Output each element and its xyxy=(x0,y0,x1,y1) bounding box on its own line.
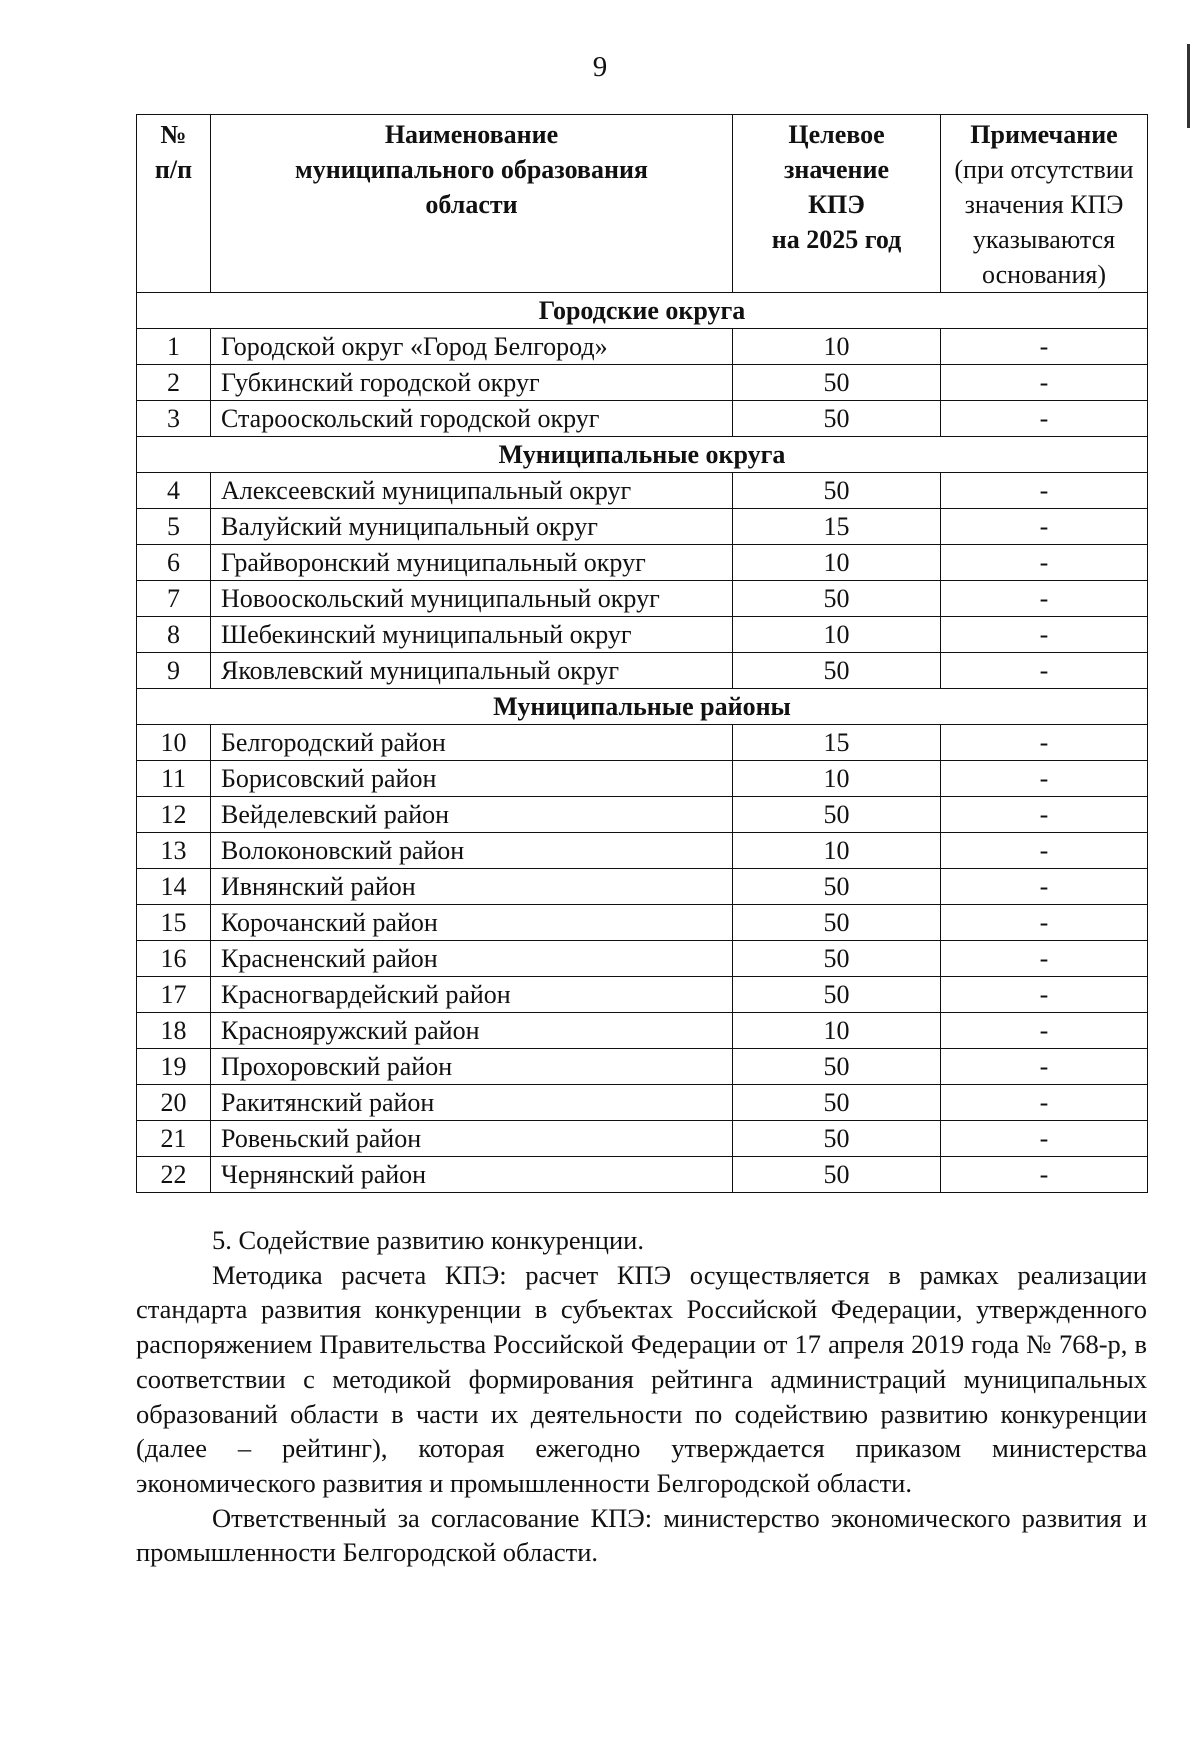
kpe-target-value: 50 xyxy=(733,401,941,437)
kpe-target-value: 50 xyxy=(733,473,941,509)
kpe-table xyxy=(136,114,1148,1193)
note-value: - xyxy=(941,905,1148,941)
kpe-target-value: 10 xyxy=(733,833,941,869)
row-number: 5 xyxy=(137,509,211,545)
note-value: - xyxy=(941,1121,1148,1157)
row-number: 21 xyxy=(137,1121,211,1157)
header-name xyxy=(211,115,733,293)
municipality-name: Красногвардейский район xyxy=(211,977,733,1013)
header-note xyxy=(941,115,1148,293)
note-value: - xyxy=(941,581,1148,617)
group-title: Городские округа xyxy=(137,293,1148,329)
note-value: - xyxy=(941,617,1148,653)
table-row xyxy=(137,509,1148,545)
note-value: - xyxy=(941,833,1148,869)
header-number xyxy=(137,115,211,293)
group-title: Муниципальные районы xyxy=(137,689,1148,725)
note-value: - xyxy=(941,329,1148,365)
kpe-target-value: 50 xyxy=(733,1157,941,1193)
kpe-target-value: 50 xyxy=(733,581,941,617)
page-number: 9 xyxy=(592,51,608,83)
table-row xyxy=(137,797,1148,833)
row-number: 11 xyxy=(137,761,211,797)
methodology-paragraph: Методика расчета КПЭ: расчет КПЭ осуществляется в рамках реализации стандарта развития конкуренции в субъектах Российской Федерации, утвержденного распоряжением Правительства Российской Федерации от 17 апреля 2019 года № 768-р, в соответствии с методикой формирования рейтинга администраций муниципальных образований области в части их деятельности по содействию развитию конкуренции (далее – рейтинг), которая ежегодно утверждается приказом министерства экономического развития и промышленности Белгородской области. xyxy=(136,1259,1147,1498)
note-value: - xyxy=(941,797,1148,833)
table-row xyxy=(137,1157,1148,1193)
kpe-target-value: 50 xyxy=(733,365,941,401)
note-value: - xyxy=(941,941,1148,977)
header-note-title: Примечание xyxy=(970,120,1118,149)
row-number: 3 xyxy=(137,401,211,437)
kpe-target-value: 50 xyxy=(733,1085,941,1121)
municipality-name: Ровеньский район xyxy=(211,1121,733,1157)
note-value: - xyxy=(941,761,1148,797)
row-number: 19 xyxy=(137,1049,211,1085)
table-row xyxy=(137,833,1148,869)
table-row xyxy=(137,473,1148,509)
row-number: 18 xyxy=(137,1013,211,1049)
table-row xyxy=(137,653,1148,689)
kpe-target-value: 50 xyxy=(733,797,941,833)
note-value: - xyxy=(941,1013,1148,1049)
municipality-name: Краснояружский район xyxy=(211,1013,733,1049)
municipality-name: Чернянский район xyxy=(211,1157,733,1193)
kpe-target-value: 15 xyxy=(733,725,941,761)
municipality-name: Старооскольский городской округ xyxy=(211,401,733,437)
municipality-name: Губкинский городской округ xyxy=(211,365,733,401)
row-number: 20 xyxy=(137,1085,211,1121)
municipality-name: Волоконовский район xyxy=(211,833,733,869)
group-row xyxy=(137,437,1148,473)
note-value: - xyxy=(941,1157,1148,1193)
table-row xyxy=(137,617,1148,653)
section-heading: 5. Содействие развитию конкуренции. xyxy=(212,1225,644,1255)
table-header-row xyxy=(137,115,1148,293)
municipality-name: Красненский район xyxy=(211,941,733,977)
row-number: 2 xyxy=(137,365,211,401)
table-body xyxy=(137,293,1148,1193)
table-row xyxy=(137,869,1148,905)
kpe-target-value: 50 xyxy=(733,653,941,689)
kpe-target-value: 50 xyxy=(733,941,941,977)
table-row xyxy=(137,941,1148,977)
header-name-line: муниципального образования xyxy=(295,155,648,184)
note-value: - xyxy=(941,977,1148,1013)
header-target xyxy=(733,115,941,293)
header-target-line: КПЭ xyxy=(808,190,865,219)
kpe-target-value: 15 xyxy=(733,509,941,545)
municipality-name: Вейделевский район xyxy=(211,797,733,833)
table-row xyxy=(137,1013,1148,1049)
table-row xyxy=(137,725,1148,761)
kpe-target-value: 50 xyxy=(733,869,941,905)
kpe-target-value: 10 xyxy=(733,545,941,581)
note-value: - xyxy=(941,473,1148,509)
table-row xyxy=(137,581,1148,617)
row-number: 16 xyxy=(137,941,211,977)
note-value: - xyxy=(941,869,1148,905)
municipality-name: Валуйский муниципальный округ xyxy=(211,509,733,545)
table-row xyxy=(137,401,1148,437)
municipality-name: Грайворонский муниципальный округ xyxy=(211,545,733,581)
municipality-name: Белгородский район xyxy=(211,725,733,761)
note-value: - xyxy=(941,401,1148,437)
header-note-line: (при отсутствии xyxy=(954,155,1134,184)
table-row xyxy=(137,329,1148,365)
header-number-line: п/п xyxy=(154,155,193,184)
table-row xyxy=(137,545,1148,581)
note-value: - xyxy=(941,509,1148,545)
table-row xyxy=(137,1085,1148,1121)
header-target-line: на 2025 год xyxy=(771,225,902,254)
municipality-name: Прохоровский район xyxy=(211,1049,733,1085)
table-row xyxy=(137,1121,1148,1157)
municipality-name: Яковлевский муниципальный округ xyxy=(211,653,733,689)
group-row xyxy=(137,689,1148,725)
note-value: - xyxy=(941,725,1148,761)
row-number: 9 xyxy=(137,653,211,689)
municipality-name: Борисовский район xyxy=(211,761,733,797)
section-text xyxy=(136,1223,1147,1570)
responsible-paragraph: Ответственный за согласование КПЭ: министерство экономического развития и промышленности Белгородской области. xyxy=(136,1502,1147,1568)
kpe-target-value: 10 xyxy=(733,1013,941,1049)
row-number: 12 xyxy=(137,797,211,833)
kpe-target-value: 50 xyxy=(733,1121,941,1157)
kpe-target-value: 10 xyxy=(733,617,941,653)
scan-edge-mark xyxy=(1187,44,1190,128)
table-row xyxy=(137,761,1148,797)
row-number: 13 xyxy=(137,833,211,869)
row-number: 22 xyxy=(137,1157,211,1193)
header-name-line: Наименование xyxy=(384,120,559,149)
row-number: 7 xyxy=(137,581,211,617)
note-value: - xyxy=(941,365,1148,401)
row-number: 6 xyxy=(137,545,211,581)
note-value: - xyxy=(941,1085,1148,1121)
note-value: - xyxy=(941,545,1148,581)
municipality-name: Корочанский район xyxy=(211,905,733,941)
table-row xyxy=(137,905,1148,941)
note-value: - xyxy=(941,653,1148,689)
header-target-line: Целевое xyxy=(788,120,885,149)
municipality-name: Ивнянский район xyxy=(211,869,733,905)
row-number: 1 xyxy=(137,329,211,365)
municipality-name: Алексеевский муниципальный округ xyxy=(211,473,733,509)
header-number-line: № xyxy=(160,120,187,149)
note-value: - xyxy=(941,1049,1148,1085)
header-note-line: указываются xyxy=(972,225,1116,254)
group-row xyxy=(137,293,1148,329)
row-number: 10 xyxy=(137,725,211,761)
row-number: 17 xyxy=(137,977,211,1013)
municipality-name: Новооскольский муниципальный округ xyxy=(211,581,733,617)
table-row xyxy=(137,1049,1148,1085)
group-title: Муниципальные округа xyxy=(137,437,1148,473)
row-number: 4 xyxy=(137,473,211,509)
header-target-line: значение xyxy=(783,155,890,184)
kpe-target-value: 10 xyxy=(733,761,941,797)
kpe-target-value: 10 xyxy=(733,329,941,365)
row-number: 8 xyxy=(137,617,211,653)
kpe-target-value: 50 xyxy=(733,977,941,1013)
header-name-line: области xyxy=(425,190,518,219)
header-note-line: значения КПЭ xyxy=(964,190,1124,219)
kpe-target-value: 50 xyxy=(733,1049,941,1085)
municipality-name: Шебекинский муниципальный округ xyxy=(211,617,733,653)
municipality-name: Ракитянский район xyxy=(211,1085,733,1121)
row-number: 14 xyxy=(137,869,211,905)
municipality-name: Городской округ «Город Белгород» xyxy=(211,329,733,365)
table-row xyxy=(137,365,1148,401)
table-row xyxy=(137,977,1148,1013)
row-number: 15 xyxy=(137,905,211,941)
header-note-line: основания) xyxy=(981,260,1107,289)
kpe-target-value: 50 xyxy=(733,905,941,941)
